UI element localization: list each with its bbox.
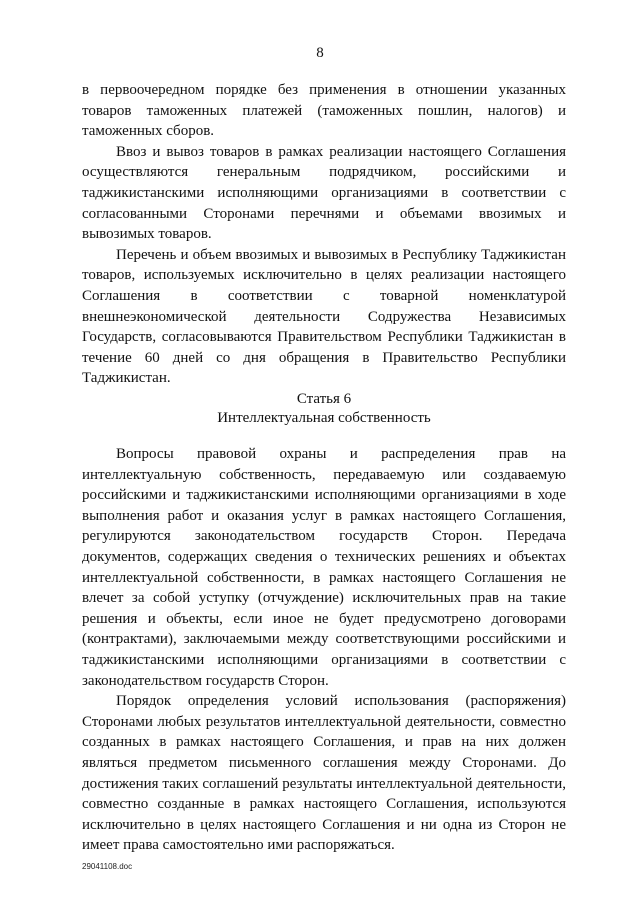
text-block-customs — [82, 80, 566, 389]
text-block-intellectual-property — [82, 444, 566, 856]
paragraph-continuation: в первоочередном порядке без применения в отношении указанных товаров таможенных платежей (таможенных пошлин, налогов) и таможенных сборов. — [82, 82, 566, 140]
paragraph-usage-procedure: Порядок определения условий использования (распоряжения) Сторонами любых результатов интеллектуальной деятельности, совместно созданных в рамках настоящего Соглашения, и прав на них должен являться предметом письменного соглашения между Сторонами. До достижения таких соглашений результаты интеллектуальной деятельности, совместно созданные в рамках настоящего Соглашения, используются исключительно в целях настоящего Соглашения и ни одна из Сторон не имеет права самостоятельно ими распоряжаться. — [82, 693, 566, 854]
paragraph-goods-list: Перечень и объем ввозимых и вывозимых в Республику Таджикистан товаров, используемых исключительно в целях реализации настоящего Соглашения в соответствии с товарной номенклатурой внешнеэкономической деятельности Содружества Независимых Государств, согласовываются Правительством Республики Таджикистан в течение 60 дней со дня обращения в Правительство Республики Таджикистан. — [82, 246, 566, 387]
article-number: Статья 6 — [296, 391, 352, 407]
article-title: Интеллектуальная собственность — [217, 410, 431, 426]
footer-file-name: 29041108.doc — [82, 862, 133, 871]
paragraph-legal-protection: Вопросы правовой охраны и распределения прав на интеллектуальную собственность, передаваемую или создаваемую российскими и таджикистанскими исполняющими организациями в ходе выполнения работ и оказания услуг в рамках настоящего Соглашения, регулируются законодательством государств Сторон. Передача документов, содержащих сведения о технических решениях и объектах интеллектуальной собственности, в рамках настоящего Соглашения не влечет за собой уступку (отчуждение) исключительных прав на такие решения и объекты, если иное не будет предусмотрено договорами (контрактами), заключаемыми между соответствующими российскими и таджикистанскими исполняющими организациями в соответствии с законодательством государств Сторон. — [82, 446, 566, 689]
page-number: 8 — [316, 45, 324, 61]
paragraph-import-export: Ввоз и вывоз товаров в рамках реализации настоящего Соглашения осуществляются генеральным подрядчиком, российскими и таджикистанскими исполняющими организациями в соответствии с согласованными Сторонами перечнями и объемами ввозимых и вывозимых товаров. — [82, 143, 566, 243]
article-heading — [82, 390, 566, 428]
